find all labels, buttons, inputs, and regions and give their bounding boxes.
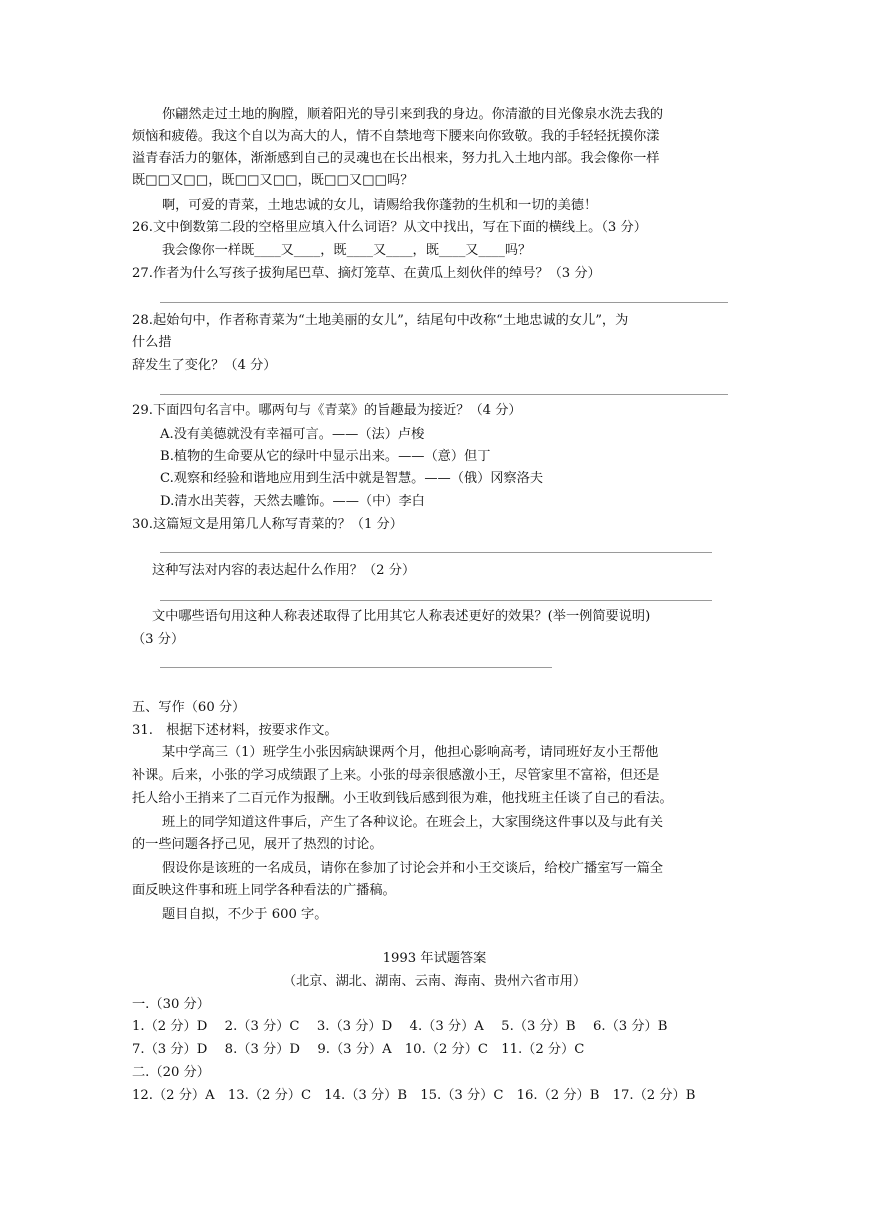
passage-line: 啊，可爱的青菜，土地忠诚的女儿，请赐给我你蓬勃的生机和一切的美德！ xyxy=(162,198,598,213)
question-31: 31. 根据下述材料，按要求作文。 xyxy=(132,723,338,738)
answers-row: 1.（2 分）D 2.（3 分）C 3.（3 分）D 4.（3 分）A 5.（3 分）B 6.（3 分）B xyxy=(132,1019,668,1034)
writing-material-line: 假设你是该班的一名成员，请你在参加了讨论会并和小王交谈后，给校广播室写一篇全 xyxy=(162,861,664,876)
passage-line: 烦恼和疲倦。我这个自以为高大的人，情不自禁地弯下腰来向你致敬。我的手轻轻抚摸你漾 xyxy=(132,129,660,144)
option-d: D.清水出芙蓉，天然去雕饰。——（中）李白 xyxy=(160,494,425,509)
question-28-cont: 什么措 xyxy=(132,335,172,350)
question-26: 26.文中倒数第二段的空格里应填入什么词语？从文中找出，写在下面的横线上。（3 分） xyxy=(132,220,647,235)
passage-line: 既□□又□□，既□□又□□，既□□又□□吗？ xyxy=(132,173,414,188)
question-30-sub-cont: （3 分） xyxy=(132,632,185,647)
writing-material-line: 班上的同学知道这件事后，产生了各种议论。在班会上，大家围绕这件事以及与此有关 xyxy=(162,815,664,830)
question-28: 28.起始句中，作者称青菜为“土地美丽的女儿”，结尾句中改称“土地忠诚的女儿”，为 xyxy=(132,313,629,328)
answer-line xyxy=(160,667,552,668)
answer-line xyxy=(160,302,728,303)
writing-material-line: 某中学高三（1）班学生小张因病缺课两个月，他担心影响高考，请同班好友小王帮他 xyxy=(162,745,659,760)
answers-row: 7.（3 分）D 8.（3 分）D 9.（3 分）A 10.（2 分）C 11.（2 分）C xyxy=(132,1042,585,1057)
writing-material-line: 面反映这件事和班上同学各种看法的广播稿。 xyxy=(132,883,396,898)
writing-material-line: 补课。后来，小张的学习成绩跟了上来。小张的母亲很感激小王，尽管家里不富裕，但还是 xyxy=(132,768,660,783)
writing-requirement: 题目自拟，不少于 600 字。 xyxy=(162,907,328,922)
answer-line xyxy=(160,394,728,395)
question-26-blank-line: 我会像你一样既____又____，既____又____，既____又____吗？ xyxy=(162,243,532,258)
writing-material-line: 的一些问题各抒己见，展开了热烈的讨论。 xyxy=(132,837,383,852)
answers-title: 1993 年试题答案 xyxy=(382,951,487,966)
question-30-sub: 文中哪些语句用这种人称表述取得了比用其它人称表述更好的效果？(举一例简要说明) xyxy=(152,609,651,624)
answers-section-heading: 二.（20 分） xyxy=(132,1065,210,1080)
answer-line xyxy=(160,600,712,601)
option-c: C.观察和经验和谐地应用到生活中就是智慧。——（俄）冈察洛夫 xyxy=(160,471,544,486)
question-30-sub: 这种写法对内容的表达起什么作用？（2 分） xyxy=(152,563,416,578)
answer-line xyxy=(160,552,712,553)
writing-material-line: 托人给小王捎来了二百元作为报酬。小王收到钱后感到很为难，他找班主任谈了自己的看法。 xyxy=(132,791,673,806)
option-a: A.没有美德就没有幸福可言。——（法）卢梭 xyxy=(160,427,425,442)
question-27: 27.作者为什么写孩子拔狗尾巴草、摘灯笼草、在黄瓜上刻伙伴的绰号？（3 分） xyxy=(132,266,601,281)
question-28-cont: 辞发生了变化？（4 分） xyxy=(132,358,277,373)
answers-section-heading: 一.（30 分） xyxy=(132,997,210,1012)
passage-line: 你翩然走过土地的胸膛，顺着阳光的导引来到我的身边。你清澈的目光像泉水洗去我的 xyxy=(162,107,664,122)
option-b: B.植物的生命要从它的绿叶中显示出来。——（意）但丁 xyxy=(160,449,491,464)
question-29: 29.下面四句名言中。哪两句与《青菜》的旨趣最为接近？（4 分） xyxy=(132,403,522,418)
answers-row: 12.（2 分）A 13.（2 分）C 14.（3 分）B 15.（3 分）C 16.（2 分）B 17.（2 分）B xyxy=(132,1088,696,1103)
answers-subtitle: （北京、湖北、湖南、云南、海南、贵州六省市用） xyxy=(282,974,587,989)
section-heading: 五、写作（60 分） xyxy=(132,700,246,715)
passage-line: 溢青春活力的躯体，渐渐感到自己的灵魂也在长出根来，努力扎入土地内部。我会像你一样 xyxy=(132,151,660,166)
question-30: 30.这篇短文是用第几人称写青菜的？（1 分） xyxy=(132,517,403,532)
